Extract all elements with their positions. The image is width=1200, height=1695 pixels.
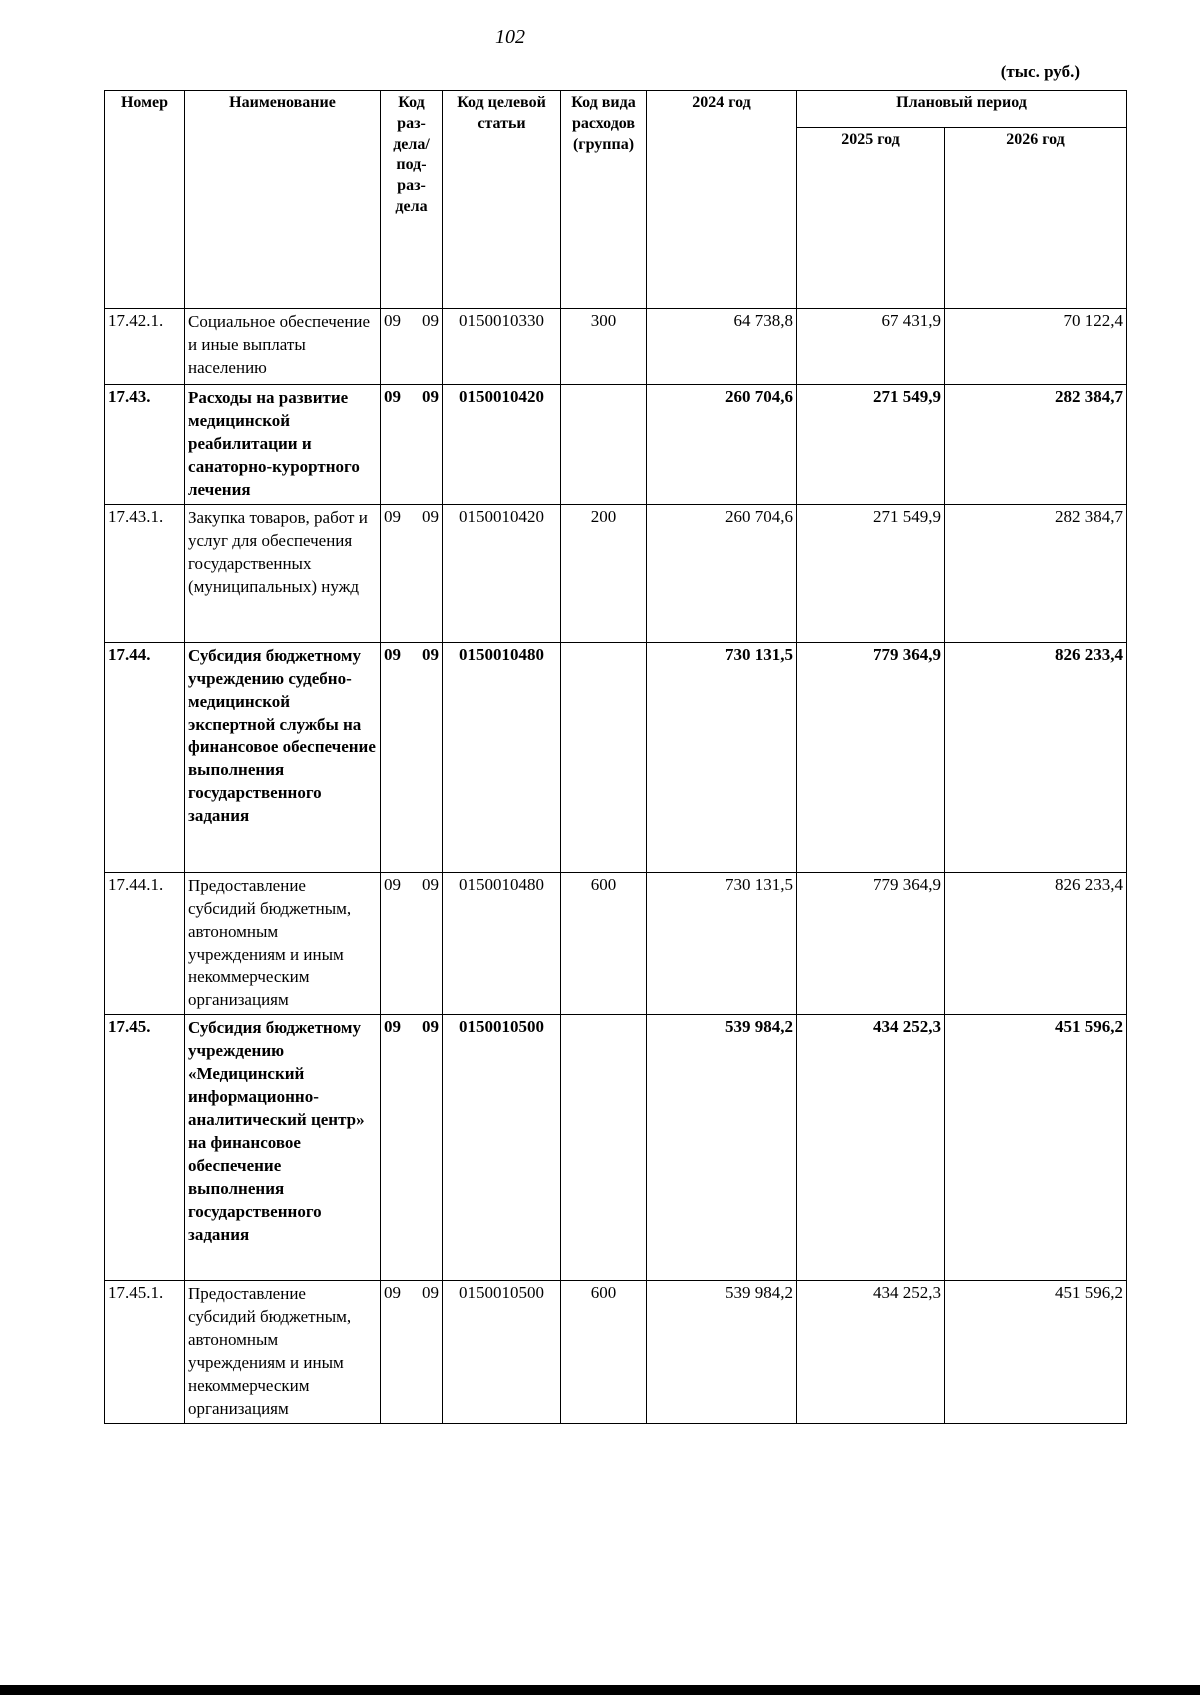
row-section-code (381, 385, 443, 505)
table-row (105, 872, 1127, 1015)
subsection-code: 09 (422, 387, 439, 406)
row-target-code: 0150010480 (443, 872, 561, 1015)
row-target-code: 0150010420 (443, 504, 561, 642)
row-target-code: 0150010500 (443, 1015, 561, 1281)
row-section-code (381, 1281, 443, 1424)
row-section-code (381, 872, 443, 1015)
row-number: 17.44.1. (105, 872, 185, 1015)
row-expense-kind (561, 642, 647, 872)
header-expense-kind: Код вида расходов (группа) (561, 91, 647, 309)
row-amount-2026: 451 596,2 (945, 1281, 1127, 1424)
row-number: 17.42.1. (105, 309, 185, 385)
row-name: Социальное обеспечение и иные выплаты населению (185, 309, 381, 385)
header-year-2026: 2026 год (945, 128, 1127, 309)
row-amount-2026: 451 596,2 (945, 1015, 1127, 1281)
row-expense-kind: 300 (561, 309, 647, 385)
row-expense-kind: 600 (561, 872, 647, 1015)
section-code: 09 (384, 387, 401, 406)
row-section-code (381, 1015, 443, 1281)
row-amount-2024: 539 984,2 (647, 1281, 797, 1424)
page-number: 102 (495, 26, 525, 48)
row-amount-2025: 434 252,3 (797, 1015, 945, 1281)
header-name: Наименование (185, 91, 381, 309)
row-amount-2024: 730 131,5 (647, 642, 797, 872)
row-amount-2025: 434 252,3 (797, 1281, 945, 1424)
budget-table (104, 90, 1127, 1424)
row-name: Предоставление субсидий бюджетным, автономным учреждениям и иным некоммерческим организациям (185, 1281, 381, 1424)
row-section-code (381, 309, 443, 385)
section-code: 09 (384, 311, 401, 330)
row-expense-kind: 200 (561, 504, 647, 642)
row-amount-2025: 271 549,9 (797, 504, 945, 642)
row-amount-2024: 260 704,6 (647, 385, 797, 505)
subsection-code: 09 (422, 311, 439, 330)
row-name: Расходы на развитие медицинской реабилитации и санаторно-курортного лечения (185, 385, 381, 505)
header-target-code: Код целевой статьи (443, 91, 561, 309)
row-amount-2026: 826 233,4 (945, 872, 1127, 1015)
row-name: Закупка товаров, работ и услуг для обеспечения государственных (муниципальных) нужд (185, 504, 381, 642)
row-target-code: 0150010500 (443, 1281, 561, 1424)
header-planning-period: Плановый период (797, 91, 1127, 128)
row-target-code: 0150010480 (443, 642, 561, 872)
table-body (105, 309, 1127, 1424)
row-name: Предоставление субсидий бюджетным, автономным учреждениям и иным некоммерческим организациям (185, 872, 381, 1015)
table-row (105, 1015, 1127, 1281)
row-number: 17.43.1. (105, 504, 185, 642)
row-target-code: 0150010420 (443, 385, 561, 505)
row-name: Субсидия бюджетному учреждению судебно-медицинской экспертной службы на финансовое обеспечение выполнения государственного задания (185, 642, 381, 872)
row-amount-2025: 779 364,9 (797, 642, 945, 872)
row-amount-2026: 70 122,4 (945, 309, 1127, 385)
row-expense-kind: 600 (561, 1281, 647, 1424)
header-year-2025: 2025 год (797, 128, 945, 309)
row-number: 17.44. (105, 642, 185, 872)
row-amount-2026: 826 233,4 (945, 642, 1127, 872)
table-row (105, 385, 1127, 505)
subsection-code: 09 (422, 644, 439, 664)
header-section-code: Код раз-дела/ под-раз-дела (381, 91, 443, 309)
subsection-code: 09 (422, 874, 439, 894)
row-number: 17.45.1. (105, 1281, 185, 1424)
row-expense-kind (561, 385, 647, 505)
section-code: 09 (384, 506, 401, 526)
row-name: Субсидия бюджетному учреждению «Медицинский информационно-аналитический центр» на финансовое обеспечение выполнения государственного задания (185, 1015, 381, 1281)
row-section-code (381, 504, 443, 642)
row-number: 17.45. (105, 1015, 185, 1281)
section-code: 09 (384, 1283, 401, 1303)
row-amount-2025: 67 431,9 (797, 309, 945, 385)
row-section-code (381, 642, 443, 872)
section-code: 09 (384, 644, 401, 664)
row-target-code: 0150010330 (443, 309, 561, 385)
subsection-code: 09 (422, 1283, 439, 1303)
section-code: 09 (384, 874, 401, 894)
section-code: 09 (384, 1017, 401, 1037)
subsection-code: 09 (422, 506, 439, 526)
row-amount-2024: 539 984,2 (647, 1015, 797, 1281)
table-row (105, 642, 1127, 872)
row-amount-2026: 282 384,7 (945, 385, 1127, 505)
units-label: (тыс. руб.) (1000, 62, 1080, 81)
table-row (105, 309, 1127, 385)
row-number: 17.43. (105, 385, 185, 505)
header-year-2024: 2024 год (647, 91, 797, 309)
row-amount-2024: 64 738,8 (647, 309, 797, 385)
table-row (105, 504, 1127, 642)
row-amount-2024: 730 131,5 (647, 872, 797, 1015)
row-amount-2025: 271 549,9 (797, 385, 945, 505)
table-row (105, 1281, 1127, 1424)
row-expense-kind (561, 1015, 647, 1281)
row-amount-2026: 282 384,7 (945, 504, 1127, 642)
row-amount-2024: 260 704,6 (647, 504, 797, 642)
header-number: Номер (105, 91, 185, 309)
row-amount-2025: 779 364,9 (797, 872, 945, 1015)
scan-border (0, 1685, 1200, 1695)
subsection-code: 09 (422, 1017, 439, 1037)
